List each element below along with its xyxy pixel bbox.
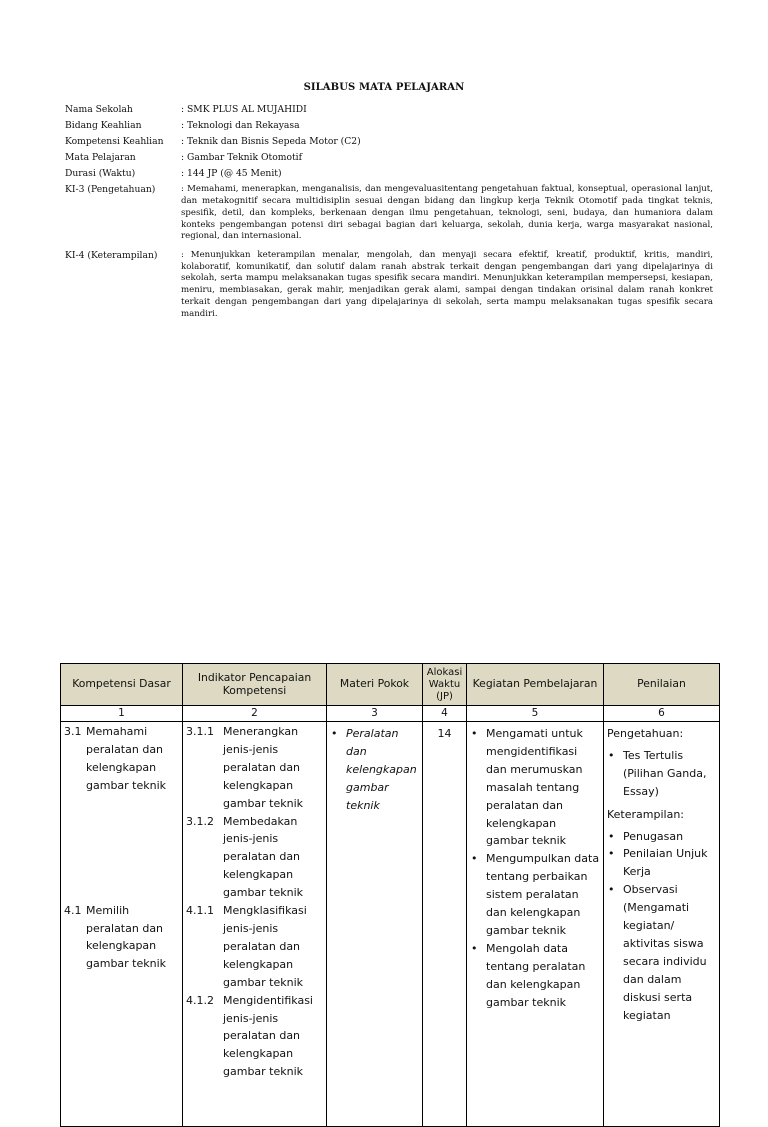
keterampilan-list [607, 828, 716, 1025]
cell-alokasi-waktu [423, 722, 467, 1127]
info-row-subject [65, 152, 713, 163]
bullet-icon: • [608, 847, 615, 861]
penilaian-text: Observasi (Mengamati kegiatan/ aktivitas siswa secara individu dan dalam diskusi serta kegiatan [623, 883, 707, 1022]
alokasi-value: 14 [437, 727, 452, 740]
list-item [607, 828, 716, 846]
materi-list [330, 725, 419, 815]
bullet-icon: • [608, 829, 615, 843]
indikator-number: 4.1.2 [186, 993, 214, 1007]
indikator-item [186, 723, 323, 813]
column-number: 5 [467, 706, 604, 722]
kegiatan-list [470, 725, 600, 1012]
kd-number: 4.1 [64, 903, 82, 917]
header-alokasi-waktu: Alokasi Waktu (JP) [423, 664, 467, 706]
bullet-icon: • [471, 941, 478, 955]
info-value: : Gambar Teknik Otomotif [181, 152, 303, 164]
kegiatan-text: Mengamati untuk mengidentifikasi dan merumuskan masalah tentang peralatan dan kelengkapan gambar teknik [486, 727, 583, 848]
bullet-icon: • [608, 748, 615, 762]
penilaian-text: Tes Tertulis (Pilihan Ganda, Essay) [623, 748, 707, 798]
cell-penilaian [604, 722, 720, 1127]
syllabus-table [60, 663, 720, 1127]
kd-item [64, 723, 179, 795]
info-value: : Teknik dan Bisnis Sepeda Motor (C2) [181, 136, 361, 148]
info-value: : Teknologi dan Rekayasa [181, 120, 300, 132]
cell-materi-pokok [327, 722, 423, 1127]
indikator-text: Menerangkan jenis-jenis peralatan dan kelengkapan gambar teknik [223, 725, 304, 810]
cell-kompetensi-dasar [61, 722, 183, 1127]
penilaian-text: Penilaian Unjuk Kerja [623, 847, 708, 879]
header-penilaian: Penilaian [604, 664, 720, 706]
kegiatan-text: Mengumpulkan data tentang perbaikan sistem peralatan dan kelengkapan gambar teknik [486, 852, 600, 937]
column-number-row [61, 706, 720, 722]
info-value: : 144 JP (@ 45 Menit) [181, 168, 282, 180]
list-item [470, 940, 600, 1012]
info-label: KI-3 (Pengetahuan) [65, 184, 156, 196]
column-number: 2 [183, 706, 327, 722]
info-label: Durasi (Waktu) [65, 168, 136, 180]
table-row [61, 722, 720, 1127]
indikator-item [186, 902, 323, 992]
column-number: 3 [327, 706, 423, 722]
kd-text: Memahami peralatan dan kelengkapan gambar teknik [86, 725, 167, 792]
indikator-number: 4.1.1 [186, 904, 214, 918]
header-kompetensi-dasar: Kompetensi Dasar [61, 664, 183, 706]
info-row-competency [65, 136, 713, 147]
info-label: Kompetensi Keahlian [65, 136, 164, 148]
kd-item [64, 902, 179, 974]
info-row-duration [65, 168, 713, 179]
header-indikator: Indikator Pencapaian Kompetensi [183, 664, 327, 706]
info-value: : SMK PLUS AL MUJAHIDI [181, 104, 307, 115]
indikator-item [186, 992, 323, 1082]
info-label: Mata Pelajaran [65, 152, 136, 164]
kd-text: Memilih peralatan dan kelengkapan gambar teknik [86, 903, 167, 971]
indikator-number: 3.1.1 [186, 725, 214, 738]
bullet-icon: • [471, 727, 478, 740]
keterampilan-label: Keterampilan: [607, 807, 685, 821]
table-header-row [61, 664, 720, 706]
document-title: SILABUS MATA PELAJARAN [303, 82, 465, 93]
indikator-item [186, 813, 323, 903]
materi-text: Peralatan dan kelengkapan gambar teknik [346, 727, 417, 812]
indikator-text: Mengklasifikasi jenis-jenis peralatan dan kelengkapan gambar teknik [223, 904, 307, 989]
cell-indikator [183, 722, 327, 1127]
school-info [65, 104, 713, 327]
kegiatan-text: Mengolah data tentang peralatan dan kelengkapan gambar teknik [486, 941, 586, 1009]
info-row-school [65, 104, 713, 115]
column-number: 6 [604, 706, 720, 722]
header-kegiatan: Kegiatan Pembelajaran [467, 664, 604, 706]
indikator-number: 3.1.2 [186, 814, 214, 828]
list-item [607, 747, 716, 801]
bullet-icon: • [471, 852, 478, 866]
cell-kegiatan [467, 722, 604, 1127]
bullet-icon: • [331, 727, 338, 740]
info-label: Bidang Keahlian [65, 120, 142, 132]
info-label: KI-4 (Keterampilan) [65, 249, 158, 261]
info-row-ki4 [65, 250, 713, 320]
header-materi-pokok: Materi Pokok [327, 664, 423, 706]
pengetahuan-label: Pengetahuan: [607, 727, 684, 740]
column-number: 4 [423, 706, 467, 722]
info-label: Nama Sekolah [65, 104, 133, 115]
penilaian-text: Penugasan [623, 829, 684, 843]
column-number: 1 [61, 706, 183, 722]
list-item [470, 850, 600, 940]
list-item [607, 845, 716, 881]
list-item [470, 725, 600, 850]
info-value: : Menunjukkan keterampilan menalar, mengolah, dan menyaji secara efektif, kreatif, produktif, kritis, mandiri, kolaboratif, komunikatif, dan solutif dalam ranah abstrak terkait dengan pengembangan dari yang dipelajarinya di sekolah, serta mampu melaksanakan tugas spesifik secara mandiri. Menunjukkan keterampilan mempersepsi, kesiapan, meniru, membiasakan, gerak mahir, menjadikan gerak alami, sampai dengan tindakan orisinal dalam ranah konkret terkait dengan pengembangan dari yang dipelajarinya di sekolah, serta mampu melaksanakan tugas spesifik secara mandiri. [181, 249, 713, 319]
indikator-text: Mengidentifikasi jenis-jenis peralatan dan kelengkapan gambar teknik [223, 993, 313, 1079]
kd-number: 3.1 [64, 725, 82, 738]
list-item [330, 725, 419, 815]
list-item [607, 881, 716, 1024]
pengetahuan-list [607, 747, 716, 801]
bullet-icon: • [608, 883, 615, 897]
info-row-ki3 [65, 184, 713, 243]
info-row-field [65, 120, 713, 131]
info-value: : Memahami, menerapkan, menganalisis, dan mengevaluasitentang pengetahuan faktual, konseptual, operasional lanjut, dan metakognitif secara multidisiplin sesuai dengan bidang dan lingkup kerja Teknik Otomotif pada tingkat teknis, spesifik, detil, dan kompleks, berkenaan dengan ilmu pengetahuan, teknologi, seni, budaya, dan humaniora dalam konteks pengembangan potensi diri sebagai bagian dari keluarga, sekolah, dunia kerja, warga masyarakat nasional, regional, dan internasional. [181, 184, 713, 242]
indikator-text: Membedakan jenis-jenis peralatan dan kelengkapan gambar teknik [223, 814, 304, 900]
